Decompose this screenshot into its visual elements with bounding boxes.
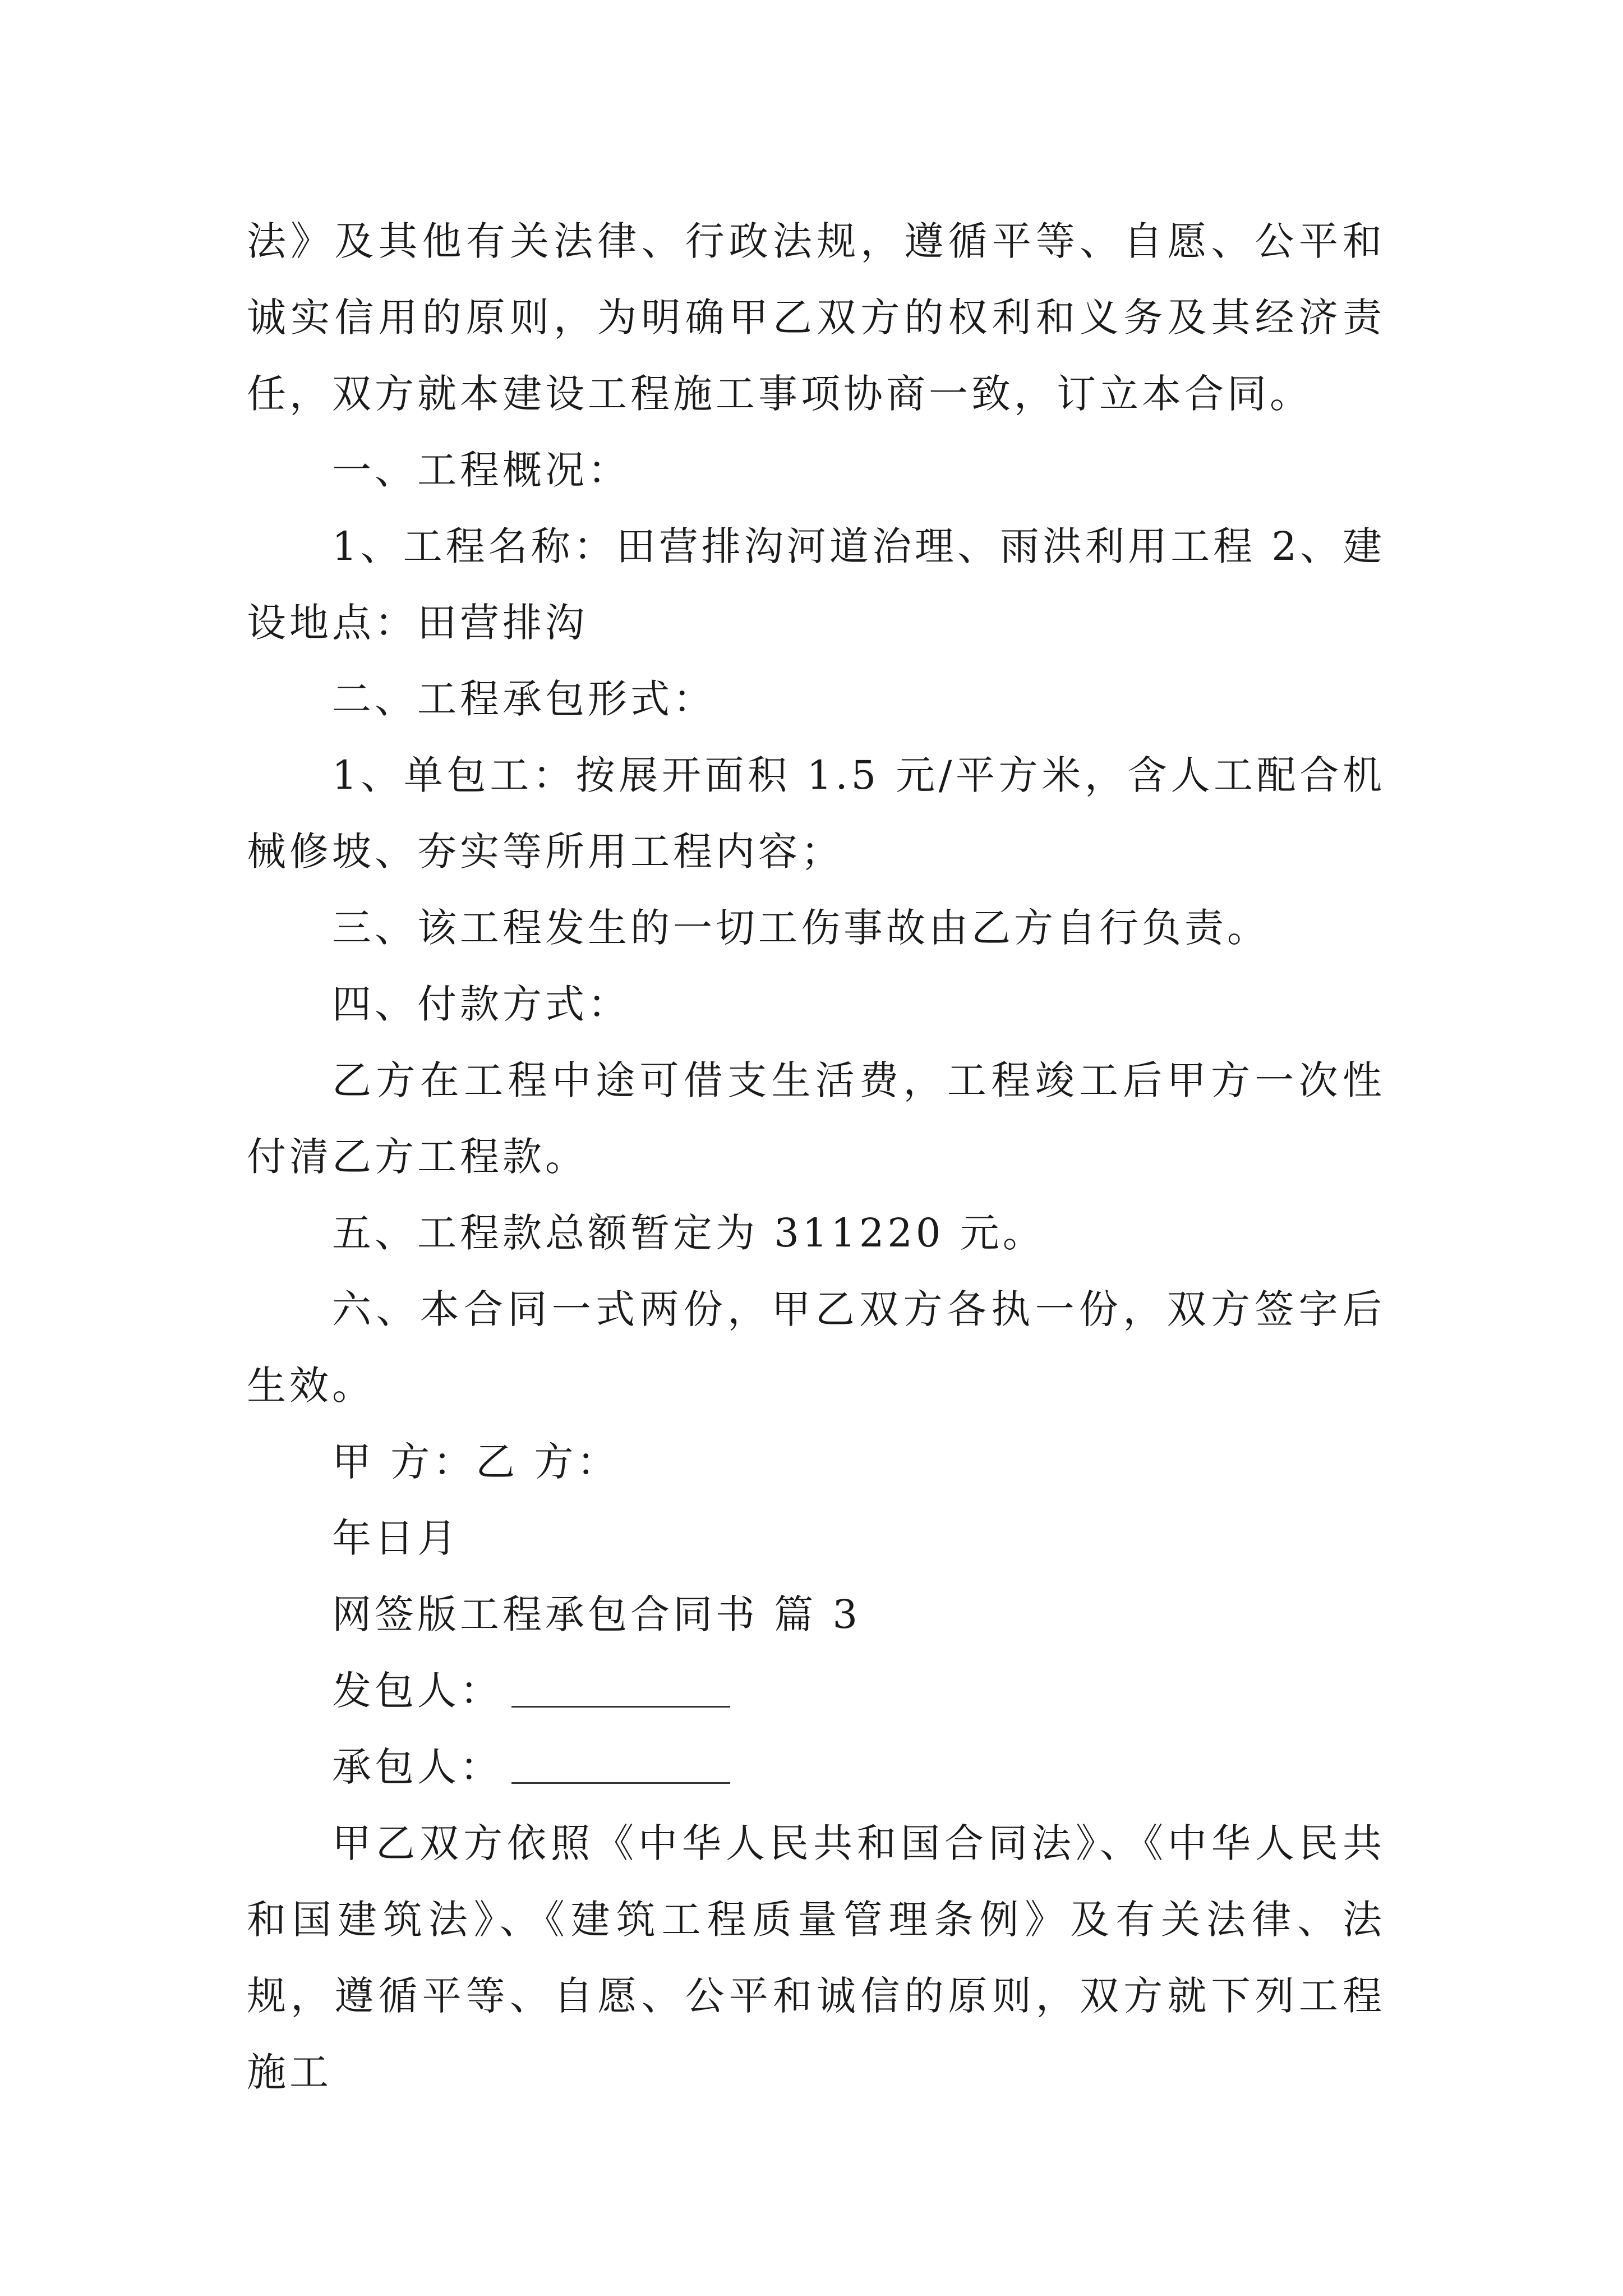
- signature-parties: 甲 方：乙 方：: [332, 1439, 620, 1485]
- paragraph-labor-only: 1、单包工：按展开面积 1.5 元/平方米，含人工配合机械修坡、夯实等所用工程内容；: [247, 752, 1385, 875]
- paragraph-injury-liability: 三、该工程发生的一切工伤事故由乙方自行负责。: [332, 905, 1270, 951]
- paragraph-total-amount: 五、工程款总额暂定为 311220 元。: [332, 1210, 1045, 1256]
- document-body: [247, 203, 1385, 2110]
- heading-contract-form: 二、工程承包形式：: [332, 676, 716, 722]
- contractor-label: 承包人：: [332, 1744, 502, 1790]
- heading-project-overview: 一、工程概况：: [332, 447, 630, 493]
- paragraph-copies: 六、本合同一式两份，甲乙双方各执一份，双方签字后生效。: [247, 1286, 1385, 1409]
- signature-date: 年日月: [332, 1515, 460, 1561]
- employer-blank: [511, 1705, 730, 1708]
- contractor-line: [247, 1729, 1385, 1805]
- contractor-blank: [511, 1782, 730, 1784]
- paragraph-project-name: 1、工程名称：田营排沟河道治理、雨洪利用工程 2、建设地点：田营排沟: [247, 523, 1385, 646]
- heading-payment-method: 四、付款方式：: [332, 981, 630, 1027]
- paragraph-intro: 法》及其他有关法律、行政法规，遵循平等、自愿、公平和诚实信用的原则，为明确甲乙双方的权利和义务及其经济责任，双方就本建设工程施工事项协商一致，订立本合同。: [247, 218, 1385, 417]
- section-title-part-3: 网签版工程承包合同书 篇 3: [332, 1591, 861, 1637]
- employer-line: [247, 1653, 1385, 1729]
- paragraph-legal-basis: 甲乙双方依照《中华人民共和国合同法》、《中华人民共和国建筑法》、《建筑工程质量管理条例》及有关法律、法规，遵循平等、自愿、公平和诚信的原则，双方就下列工程施工: [247, 1820, 1385, 2095]
- employer-label: 发包人：: [332, 1668, 502, 1714]
- paragraph-payment-terms: 乙方在工程中途可借支生活费，工程竣工后甲方一次性付清乙方工程款。: [247, 1057, 1385, 1180]
